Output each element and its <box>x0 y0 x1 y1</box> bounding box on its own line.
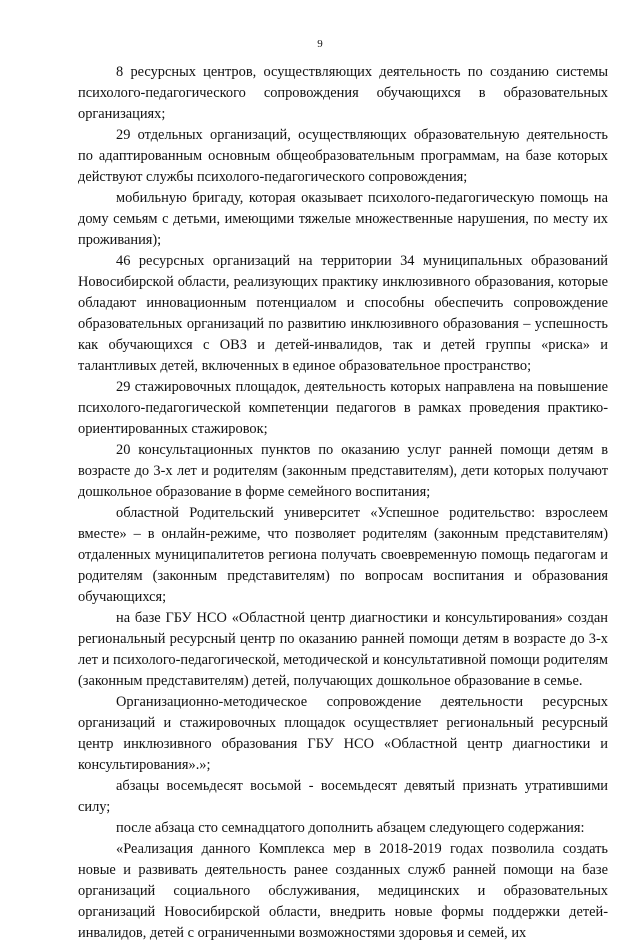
page-number: 9 <box>317 38 323 50</box>
paragraph-repeal: абзацы восемьдесят восьмой - восемьдесят девятый признать утратившими силу; <box>78 778 608 815</box>
paragraph-separate-organizations: 29 отдельных организаций, осуществляющих образовательную деятельность по адаптированным основным общеобразовательным программам, на базе которых действуют службы психолого-педагогического сопровождения; <box>78 127 608 185</box>
paragraph-regional-resource-center: на базе ГБУ НСО «Областной центр диагностики и консультирования» создан региональный ресурсный центр по оказанию ранней помощи детям в возрасте до 3-х лет и психолого-педагогической, методической и консультативной помощи родителям (законным представителям) детей, получающих дошкольное образование в семье. <box>78 610 608 689</box>
paragraph-implementation-results: «Реализация данного Комплекса мер в 2018-2019 годах позволила создать новые и развивать деятельность ранее созданных служб ранней помощи на базе организаций социального обслуживания, медицинских и образовательных организаций Новосибирской области, внедрить новые формы поддержки детей-инвалидов, детей с ограниченными возможностями здоровья и семей, их <box>78 841 608 941</box>
paragraph-methodical-support: Организационно-методическое сопровождение деятельности ресурсных организаций и стажировочных площадок осуществляет региональный ресурсный центр инклюзивного образования ГБУ НСО «Областной центр диагностики и консультирования».»; <box>78 694 608 773</box>
paragraph-amendment-intro: после абзаца сто семнадцатого дополнить абзацем следующего содержания: <box>116 820 585 836</box>
document-body <box>78 62 608 944</box>
paragraph-mobile-team: мобильную бригаду, которая оказывает психолого-педагогическую помощь на дому семьям с детьми, имеющими тяжелые множественные нарушения, по месту их проживания); <box>78 190 608 248</box>
paragraph-resource-organizations: 46 ресурсных организаций на территории 34 муниципальных образований Новосибирской области, реализующих практику инклюзивного образования, которые обладают инновационным потенциалом и способны обеспечить сопровождение образовательных организаций по развитию инклюзивного образования – успешность как обучающихся с ОВЗ и детей-инвалидов, так и детей группы «риска» и талантливых детей, включенных в единое образовательное пространство; <box>78 253 608 374</box>
paragraph-parent-university: областной Родительский университет «Успешное родительство: взрослеем вместе» – в онлайн-режиме, что позволяет родителям (законным представителям) отдаленных муниципалитетов региона получать своевременную помощь педагогам и родителям (законным представителям) по вопросам воспитания и образования обучающихся; <box>78 505 608 605</box>
paragraph-consulting-points: 20 консультационных пунктов по оказанию услуг ранней помощи детям в возрасте до 3-х лет и родителям (законным представителям), дети которых получают дошкольное образование в форме семейного воспитания; <box>78 442 608 500</box>
paragraph-resource-centers: 8 ресурсных центров, осуществляющих деятельность по созданию системы психолого-педагогического сопровождения обучающихся в образовательных организациях; <box>78 64 608 122</box>
paragraph-internship-sites: 29 стажировочных площадок, деятельность которых направлена на повышение психолого-педагогической компетенции педагогов в рамках проведения практико-ориентированных стажировок; <box>78 379 608 437</box>
